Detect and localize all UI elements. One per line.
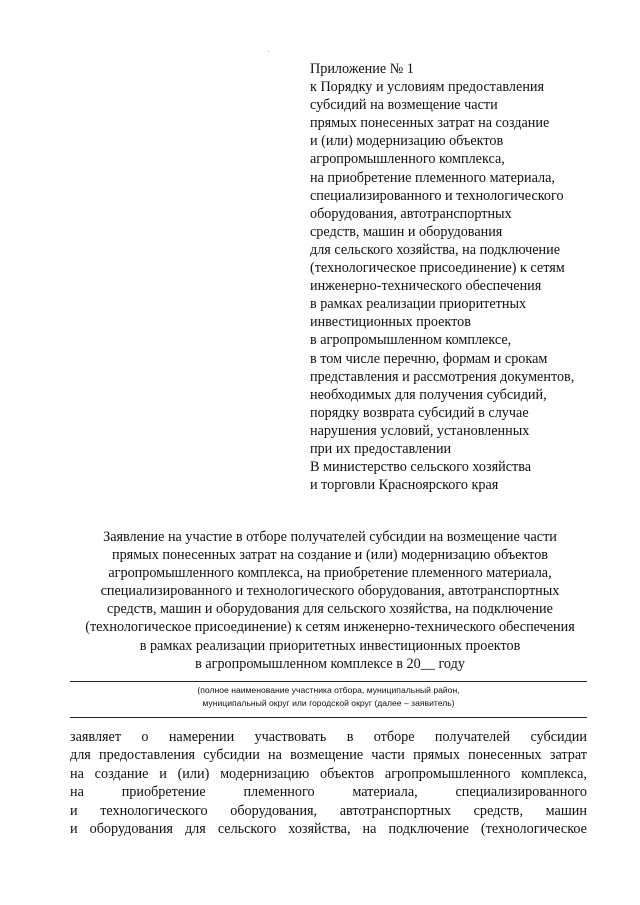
body-word: машин xyxy=(545,802,587,819)
recipient-line: В министерство сельского хозяйства xyxy=(310,459,532,475)
body-word: отборе xyxy=(373,729,415,745)
body-word: и xyxy=(70,821,78,838)
body-word: на xyxy=(268,747,282,764)
appendix-line: к Порядку и условиям предоставления xyxy=(310,79,545,96)
appendix-line: необходимых для получения субсидий, xyxy=(310,386,547,403)
body-line xyxy=(70,783,587,801)
appendix-line: в том числе перечню, формам и срокам xyxy=(310,350,548,367)
appendix-line: агропромышленного комплекса, xyxy=(310,151,505,168)
body-word: средств, xyxy=(473,802,524,819)
body-word: агропромышленного xyxy=(384,765,511,782)
body-word: технологического xyxy=(100,802,208,819)
appendix-line: оборудования, автотранспортных xyxy=(310,205,512,222)
appendix-line: инженерно-технического обеспечения xyxy=(310,278,542,295)
title-line: (технологическое присоединение) к сетям инженерно-технического обеспечения xyxy=(85,619,575,636)
body-word: участвовать xyxy=(254,729,327,745)
title-line: Заявление на участие в отборе получателей субсидии на возмещение части xyxy=(103,529,557,545)
appendix-line: в рамках реализации приоритетных xyxy=(310,296,527,313)
applicant-field-caption xyxy=(70,684,587,709)
title-line: агропромышленного комплекса, на приобретение племенного материала, xyxy=(108,565,552,582)
body-word: субсидии xyxy=(530,729,587,745)
body-word: подключение xyxy=(388,821,469,838)
appendix-line: инвестиционных проектов xyxy=(310,314,471,331)
body-word: (или) xyxy=(177,765,210,782)
body-word: материала, xyxy=(352,784,418,801)
title-line: в агропромышленном комплексе в 20__ году xyxy=(195,655,465,672)
caption-line: муниципальный округ или городской округ (далее – заявитель) xyxy=(202,697,455,708)
recipient-block xyxy=(310,458,620,494)
application-body xyxy=(70,728,587,838)
appendix-line: средств, машин и оборудования xyxy=(310,223,503,240)
body-word: создание xyxy=(94,765,149,782)
body-word: в xyxy=(346,729,354,745)
body-line xyxy=(70,746,587,764)
body-word: на xyxy=(70,765,84,782)
body-word: возмещение xyxy=(290,747,364,764)
appendix-line: прямых понесенных затрат на создание xyxy=(310,115,550,132)
appendix-line: (технологическое присоединение) к сетям xyxy=(310,260,565,277)
appendix-header xyxy=(310,60,620,458)
body-word: заявляет xyxy=(70,729,122,745)
body-word: получателей xyxy=(434,729,511,745)
recipient-line: и торговли Красноярского края xyxy=(310,477,499,493)
body-word: (технологическое xyxy=(480,821,587,838)
appendix-line: на приобретение племенного материала, xyxy=(310,169,555,186)
appendix-line: для сельского хозяйства, на подключение xyxy=(310,241,561,258)
body-word: специализированного xyxy=(455,784,587,801)
separator-line xyxy=(70,717,587,718)
body-word: оборудования, xyxy=(230,802,318,819)
body-word: автотранспортных xyxy=(339,802,451,819)
title-line: в рамках реализации приоритетных инвестиционных проектов xyxy=(139,637,521,654)
appendix-line: в агропромышленном комплексе, xyxy=(310,332,512,349)
body-word: хозяйства, xyxy=(288,821,351,838)
body-word: приобретение xyxy=(121,784,206,801)
appendix-line: Приложение № 1 xyxy=(310,61,414,77)
body-line xyxy=(70,820,587,838)
body-word: прямых xyxy=(413,747,460,764)
title-line: прямых понесенных затрат на создание и (или) модернизацию объектов xyxy=(111,547,548,564)
appendix-line: нарушения условий, установленных xyxy=(310,422,530,439)
appendix-line: при их предоставлении xyxy=(310,440,452,457)
body-word: комплекса, xyxy=(521,765,587,782)
title-line: средств, машин и оборудования для сельского хозяйства, на подключение xyxy=(107,601,553,618)
body-word: племенного xyxy=(243,784,315,801)
application-title xyxy=(40,528,620,673)
applicant-name-field-line[interactable] xyxy=(70,681,587,682)
body-line xyxy=(70,728,587,746)
appendix-line: порядку возврата субсидий в случае xyxy=(310,404,529,421)
body-word: на xyxy=(70,784,84,801)
body-word: сельского xyxy=(217,821,277,838)
body-word: затрат xyxy=(549,747,587,764)
body-word: модернизацию xyxy=(220,765,310,782)
body-word: и xyxy=(70,802,78,819)
scan-speck xyxy=(268,51,269,52)
appendix-line: представления и рассмотрения документов, xyxy=(310,368,575,385)
appendix-line: и (или) модернизацию объектов xyxy=(310,133,504,150)
body-word: намерении xyxy=(168,729,235,745)
body-line xyxy=(70,765,587,783)
body-word: предоставления xyxy=(99,747,196,764)
body-word: для xyxy=(70,747,91,764)
body-word: объектов xyxy=(320,765,375,782)
caption-line: (полное наименование участника отбора, муниципальный район, xyxy=(197,685,460,695)
body-word: о xyxy=(141,729,149,745)
body-word: на xyxy=(362,821,377,838)
body-word: субсидии xyxy=(203,747,260,764)
body-word: понесенных xyxy=(468,747,542,764)
appendix-line: специализированного и технологического xyxy=(310,187,564,204)
appendix-line: субсидий на возмещение части xyxy=(310,97,498,114)
body-word: оборудования xyxy=(89,821,173,838)
body-word: части xyxy=(371,747,405,764)
title-line: специализированного и технологического оборудования, автотранспортных xyxy=(100,583,560,600)
body-word: и xyxy=(159,765,167,782)
body-word: для xyxy=(184,821,206,838)
body-line xyxy=(70,802,587,820)
